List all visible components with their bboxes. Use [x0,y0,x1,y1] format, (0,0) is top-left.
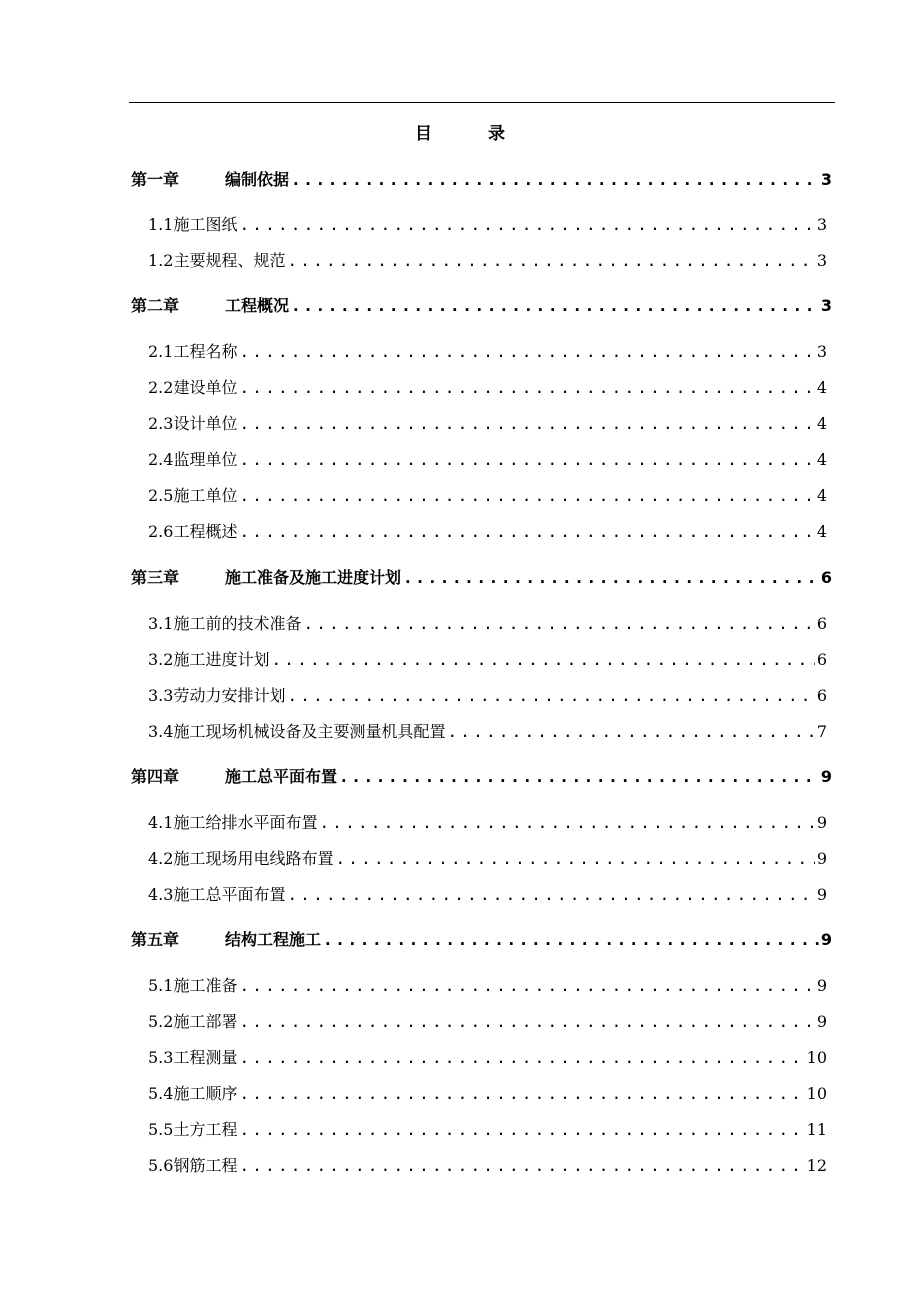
toc-entry-label: 施工单位 [173,486,238,505]
toc-section-entry[interactable] [148,973,827,996]
toc-entry-label: 施工顺序 [173,1084,238,1103]
toc-entry-label: 编制依据 [225,170,290,189]
toc-entry-page: 9 [816,976,827,995]
toc-dot-leader [319,813,814,832]
toc-dot-leader [291,296,819,315]
toc-dot-leader [323,930,819,949]
toc-dot-leader [403,568,819,587]
toc-entry-label: 施工准备及施工进度计划 [225,568,402,587]
toc-entry-number: 5.1 [148,976,174,995]
toc-section-entry[interactable] [148,1009,827,1032]
toc-entry-number: 3.2 [148,650,174,669]
toc-chapter-entry[interactable] [131,764,832,787]
toc-entry-label: 工程概况 [225,296,290,315]
toc-entry-page: 3 [820,296,832,315]
toc-entry-number: 第四章 [131,767,180,786]
toc-entry-number: 1.1 [148,215,174,234]
toc-entry-number: 5.2 [148,1012,174,1031]
toc-section-entry[interactable] [148,411,827,434]
toc-dot-leader [239,1156,804,1175]
toc-entry-page: 10 [806,1048,827,1067]
toc-dot-leader [239,215,814,234]
toc-section-entry[interactable] [148,212,827,235]
toc-entry-number: 第一章 [131,170,180,189]
toc-entry-label: 施工进度计划 [173,650,270,669]
toc-entry-number: 2.1 [148,342,174,361]
toc-entry-page: 7 [816,722,827,741]
toc-section-entry[interactable] [148,611,827,634]
toc-entry-page: 6 [816,614,827,633]
toc-section-entry[interactable] [148,719,827,742]
toc-section-entry[interactable] [148,1081,827,1104]
toc-section-entry[interactable] [148,1045,827,1068]
toc-entry-page: 12 [806,1156,827,1175]
toc-entry-number: 5.5 [148,1120,174,1139]
toc-dot-leader [239,1048,804,1067]
toc-entry-page: 9 [816,1012,827,1031]
toc-dot-leader [339,767,819,786]
toc-entry-number: 5.3 [148,1048,174,1067]
toc-dot-leader [239,522,814,541]
toc-dot-leader [335,849,814,868]
toc-entry-number: 第二章 [131,296,180,315]
toc-entry-page: 4 [816,486,827,505]
toc-entry-number: 3.4 [148,722,174,741]
toc-section-entry[interactable] [148,882,827,905]
toc-section-entry[interactable] [148,1117,827,1140]
toc-section-entry[interactable] [148,339,827,362]
toc-dot-leader [291,170,819,189]
toc-title-part2: 录 [488,124,505,144]
toc-entry-label: 施工准备 [173,976,238,995]
toc-chapter-entry[interactable] [131,927,832,950]
toc-section-entry[interactable] [148,447,827,470]
toc-entry-number: 5.4 [148,1084,174,1103]
toc-entry-label: 施工图纸 [173,215,238,234]
toc-entry-label: 建设单位 [173,378,238,397]
toc-entry-label: 工程名称 [173,342,238,361]
toc-entry-page: 9 [816,849,827,868]
toc-entry-page: 3 [820,170,832,189]
toc-chapter-entry[interactable] [131,565,832,588]
toc-dot-leader [239,976,814,995]
toc-entry-number: 2.4 [148,450,174,469]
toc-entry-label: 施工现场机械设备及主要测量机具配置 [173,722,446,741]
toc-entry-label: 钢筋工程 [173,1156,238,1175]
toc-entry-label: 施工部署 [173,1012,238,1031]
toc-section-entry[interactable] [148,846,827,869]
toc-entry-label: 工程概述 [173,522,238,541]
toc-entry-label: 施工总平面布置 [225,767,338,786]
toc-dot-leader [239,450,814,469]
toc-dot-leader [239,378,814,397]
header-rule [129,102,835,103]
toc-dot-leader [447,722,814,741]
toc-entry-page: 11 [806,1120,827,1139]
toc-dot-leader [287,885,814,904]
toc-entry-label: 结构工程施工 [225,930,322,949]
toc-entry-number: 5.6 [148,1156,174,1175]
toc-dot-leader [239,342,814,361]
toc-section-entry[interactable] [148,375,827,398]
toc-dot-leader [287,251,814,270]
toc-entry-number: 第五章 [131,930,180,949]
toc-entry-label: 主要规程、规范 [173,251,286,270]
toc-dot-leader [239,414,814,433]
toc-entry-page: 9 [820,930,832,949]
toc-section-entry[interactable] [148,647,827,670]
toc-entry-number: 3.1 [148,614,174,633]
toc-entry-number: 2.5 [148,486,174,505]
toc-entry-page: 3 [816,215,827,234]
toc-dot-leader [287,686,814,705]
toc-entry-label: 施工现场用电线路布置 [173,849,334,868]
toc-section-entry[interactable] [148,248,827,271]
toc-entry-label: 劳动力安排计划 [173,686,286,705]
toc-entry-number: 3.3 [148,686,174,705]
toc-entry-page: 9 [816,813,827,832]
toc-entry-page: 3 [816,342,827,361]
toc-entry-label: 施工前的技术准备 [173,614,302,633]
toc-entry-page: 10 [806,1084,827,1103]
toc-section-entry[interactable] [148,519,827,542]
toc-section-entry[interactable] [148,483,827,506]
toc-entry-number: 4.2 [148,849,174,868]
toc-entry-number: 第三章 [131,568,180,587]
toc-entry-page: 9 [820,767,832,786]
toc-section-entry[interactable] [148,810,827,833]
toc-entry-number: 2.3 [148,414,174,433]
toc-entry-label: 施工总平面布置 [173,885,286,904]
toc-chapter-entry[interactable] [131,293,832,316]
toc-dot-leader [271,650,814,669]
toc-entry-label: 设计单位 [173,414,238,433]
toc-entry-label: 施工给排水平面布置 [173,813,318,832]
toc-entry-page: 9 [816,885,827,904]
toc-entry-number: 4.1 [148,813,174,832]
toc-section-entry[interactable] [148,1153,827,1176]
toc-dot-leader [303,614,814,633]
toc-entry-page: 4 [816,378,827,397]
toc-entry-label: 工程测量 [173,1048,238,1067]
toc-entry-page: 3 [816,251,827,270]
toc-entry-number: 1.2 [148,251,174,270]
toc-entry-page: 4 [816,414,827,433]
toc-dot-leader [239,1012,814,1031]
toc-entry-number: 4.3 [148,885,174,904]
toc-entry-label: 监理单位 [173,450,238,469]
toc-entry-page: 4 [816,522,827,541]
toc-dot-leader [239,486,814,505]
toc-entry-page: 6 [816,650,827,669]
toc-entry-number: 2.2 [148,378,174,397]
toc-entry-page: 4 [816,450,827,469]
toc-entry-page: 6 [820,568,832,587]
toc-chapter-entry[interactable] [131,167,832,190]
toc-dot-leader [239,1120,804,1139]
toc-entry-number: 2.6 [148,522,174,541]
toc-dot-leader [239,1084,804,1103]
toc-entry-label: 土方工程 [173,1120,238,1139]
toc-title-part1: 目 [415,124,432,144]
toc-entry-page: 6 [816,686,827,705]
toc-section-entry[interactable] [148,683,827,706]
toc-title [0,119,920,144]
